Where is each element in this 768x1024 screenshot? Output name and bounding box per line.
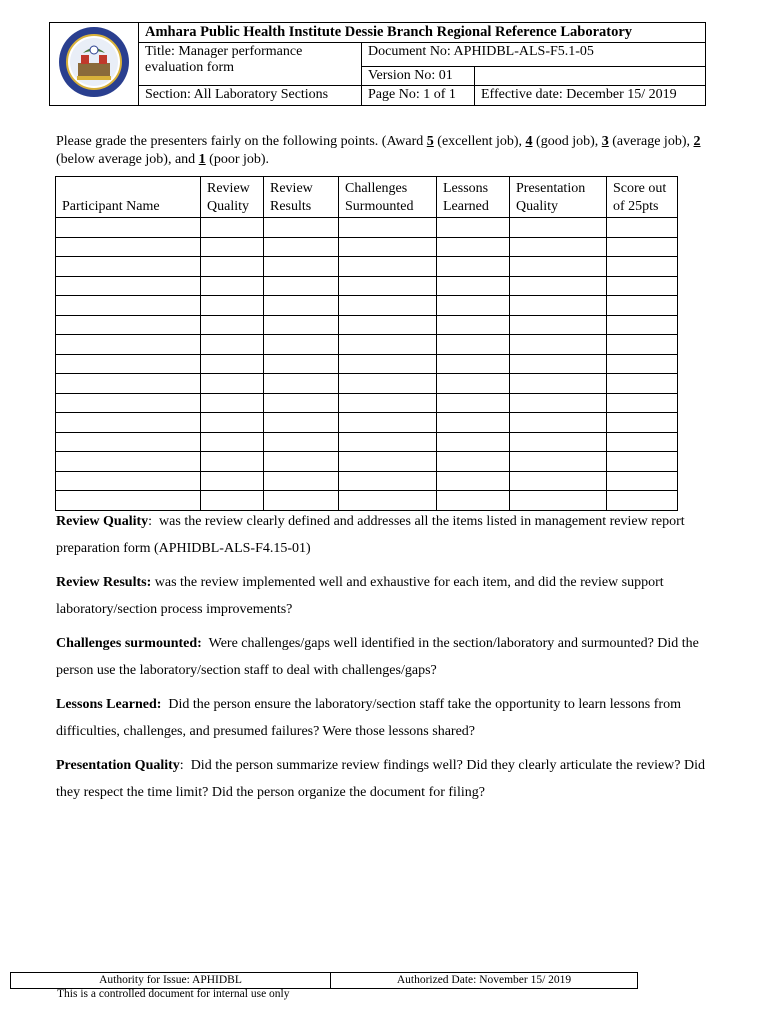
- table-cell[interactable]: [201, 237, 264, 257]
- grade-4: 4: [525, 134, 533, 149]
- table-cell[interactable]: [56, 393, 201, 413]
- table-cell[interactable]: [339, 374, 437, 394]
- table-cell[interactable]: [437, 354, 510, 374]
- table-cell[interactable]: [201, 393, 264, 413]
- table-cell[interactable]: [339, 432, 437, 452]
- table-cell[interactable]: [339, 315, 437, 335]
- column-header: Lessons Learned: [437, 177, 510, 218]
- authority-for-issue: Authority for Issue: APHIDBL: [11, 973, 331, 989]
- criteria-definitions: [56, 508, 726, 813]
- criterion-text: was the review implemented well and exhaustive for each item, and did the review support laboratory/section process improvements?: [56, 575, 664, 617]
- section-label: Section: All Laboratory Sections: [139, 86, 362, 106]
- table-cell[interactable]: [264, 393, 339, 413]
- table-cell[interactable]: [607, 218, 678, 238]
- column-header: Challenges Surmounted: [339, 177, 437, 218]
- table-cell[interactable]: [264, 432, 339, 452]
- table-cell[interactable]: [510, 374, 607, 394]
- table-cell[interactable]: [607, 257, 678, 277]
- table-cell[interactable]: [339, 393, 437, 413]
- table-cell[interactable]: [510, 218, 607, 238]
- table-cell[interactable]: [607, 296, 678, 316]
- table-cell[interactable]: [607, 471, 678, 491]
- document-number: Document No: APHIDBL-ALS-F5.1-05: [362, 42, 706, 66]
- table-cell[interactable]: [607, 413, 678, 433]
- table-cell[interactable]: [201, 374, 264, 394]
- table-cell[interactable]: [56, 354, 201, 374]
- table-cell[interactable]: [510, 237, 607, 257]
- table-cell[interactable]: [56, 257, 201, 277]
- column-header: Participant Name: [56, 177, 201, 218]
- version-value-cell: [475, 66, 706, 86]
- table-cell[interactable]: [201, 257, 264, 277]
- table-row: [56, 315, 678, 335]
- table-cell[interactable]: [437, 432, 510, 452]
- table-row: [56, 296, 678, 316]
- table-cell[interactable]: [339, 335, 437, 355]
- table-row: [56, 393, 678, 413]
- column-header: Presentation Quality: [510, 177, 607, 218]
- criterion-separator: :: [179, 758, 191, 773]
- criterion-separator: :: [148, 514, 160, 529]
- table-cell[interactable]: [56, 296, 201, 316]
- criterion-text: Did the person summarize review findings well? Did they clearly articulate the review? Did they respect the time limit? Did the person organize the document for filing?: [56, 758, 706, 800]
- table-cell[interactable]: [201, 354, 264, 374]
- version-number: Version No: 01: [362, 66, 475, 86]
- table-cell[interactable]: [607, 374, 678, 394]
- document-header: [49, 22, 706, 106]
- table-cell[interactable]: [56, 315, 201, 335]
- table-row: [56, 471, 678, 491]
- table-cell[interactable]: [201, 335, 264, 355]
- criterion-term: Challenges surmounted:: [56, 636, 202, 651]
- table-cell[interactable]: [264, 296, 339, 316]
- table-row: [56, 276, 678, 296]
- table-cell[interactable]: [201, 471, 264, 491]
- table-cell[interactable]: [510, 471, 607, 491]
- table-cell[interactable]: [510, 257, 607, 277]
- criterion-definition: [56, 630, 726, 684]
- table-row: [56, 257, 678, 277]
- table-cell[interactable]: [56, 471, 201, 491]
- table-cell[interactable]: [264, 315, 339, 335]
- table-cell[interactable]: [437, 218, 510, 238]
- table-cell[interactable]: [510, 315, 607, 335]
- criterion-term: Review Results:: [56, 575, 152, 590]
- grade-1: 1: [198, 152, 206, 167]
- table-cell[interactable]: [607, 354, 678, 374]
- criterion-definition: [56, 569, 726, 623]
- criterion-definition: [56, 691, 726, 745]
- table-row: [56, 335, 678, 355]
- authorized-date: Authorized Date: November 15/ 2019: [331, 973, 638, 989]
- table-cell[interactable]: [56, 432, 201, 452]
- table-cell[interactable]: [201, 276, 264, 296]
- table-cell[interactable]: [56, 374, 201, 394]
- table-cell[interactable]: [437, 393, 510, 413]
- table-cell[interactable]: [56, 335, 201, 355]
- table-cell[interactable]: [510, 296, 607, 316]
- table-cell[interactable]: [510, 335, 607, 355]
- table-cell[interactable]: [437, 374, 510, 394]
- criterion-term: Presentation Quality: [56, 758, 180, 773]
- table-cell[interactable]: [201, 432, 264, 452]
- table-cell[interactable]: [56, 218, 201, 238]
- effective-date: Effective date: December 15/ 2019: [475, 86, 706, 106]
- grade-3: 3: [601, 134, 609, 149]
- table-cell[interactable]: [339, 413, 437, 433]
- table-cell[interactable]: [339, 354, 437, 374]
- column-header: Review Results: [264, 177, 339, 218]
- table-cell[interactable]: [510, 276, 607, 296]
- table-cell[interactable]: [510, 432, 607, 452]
- page-number: Page No: 1 of 1: [362, 86, 475, 106]
- table-cell[interactable]: [437, 413, 510, 433]
- table-cell[interactable]: [510, 354, 607, 374]
- grade-4-desc: (good job),: [532, 134, 602, 149]
- institute-seal-logo: [58, 25, 130, 99]
- grade-5-desc: (excellent job),: [433, 134, 526, 149]
- criterion-text: Did the person ensure the laboratory/section staff take the opportunity to learn lessons from difficulties, challenges, and presumed failures? Were those lessons shared?: [56, 697, 681, 739]
- criterion-text: Were challenges/gaps well identified in the section/laboratory and surmounted? Did the person use the laboratory/section staff to deal with challenges/gaps?: [56, 636, 699, 678]
- table-cell[interactable]: [437, 296, 510, 316]
- form-title: Title: Manager performance evaluation form: [139, 42, 362, 86]
- table-cell[interactable]: [510, 393, 607, 413]
- criterion-term: Lessons Learned:: [56, 697, 162, 712]
- grade-2: 2: [693, 134, 701, 149]
- table-row: [56, 452, 678, 472]
- grade-3-desc: (average job),: [608, 134, 694, 149]
- table-cell[interactable]: [56, 413, 201, 433]
- controlled-document-note: This is a controlled document for internal use only: [57, 988, 290, 1000]
- table-cell[interactable]: [56, 452, 201, 472]
- table-cell[interactable]: [264, 257, 339, 277]
- table-row: [56, 374, 678, 394]
- table-cell[interactable]: [607, 432, 678, 452]
- table-cell[interactable]: [264, 354, 339, 374]
- table-cell[interactable]: [437, 257, 510, 277]
- table-cell[interactable]: [201, 296, 264, 316]
- table-cell[interactable]: [607, 393, 678, 413]
- table-cell[interactable]: [264, 471, 339, 491]
- table-cell[interactable]: [56, 237, 201, 257]
- table-cell[interactable]: [437, 452, 510, 472]
- grade-5: 5: [426, 134, 434, 149]
- table-cell[interactable]: [339, 237, 437, 257]
- table-cell[interactable]: [607, 315, 678, 335]
- organization-name: Amhara Public Health Institute Dessie Branch Regional Reference Laboratory: [139, 23, 706, 43]
- table-row: [56, 432, 678, 452]
- table-cell[interactable]: [607, 237, 678, 257]
- table-cell[interactable]: [437, 276, 510, 296]
- table-cell[interactable]: [437, 315, 510, 335]
- table-cell[interactable]: [339, 296, 437, 316]
- footer-table: [10, 972, 638, 989]
- table-cell[interactable]: [437, 335, 510, 355]
- table-cell[interactable]: [607, 335, 678, 355]
- grading-instructions: [56, 133, 721, 169]
- table-cell[interactable]: [339, 471, 437, 491]
- table-row: [56, 218, 678, 238]
- table-cell[interactable]: [339, 452, 437, 472]
- table-row: [56, 413, 678, 433]
- grade-2-desc: (below average job), and: [56, 152, 199, 167]
- table-cell[interactable]: [56, 276, 201, 296]
- table-cell[interactable]: [264, 413, 339, 433]
- table-cell[interactable]: [264, 374, 339, 394]
- table-cell[interactable]: [339, 218, 437, 238]
- criterion-text: was the review clearly defined and addresses all the items listed in management review report preparation form (APHIDBL-ALS-F4.15-01): [56, 514, 685, 556]
- table-cell[interactable]: [510, 413, 607, 433]
- table-cell[interactable]: [339, 257, 437, 277]
- table-cell[interactable]: [437, 237, 510, 257]
- grade-1-desc: (poor job).: [205, 152, 270, 167]
- criterion-term: Review Quality: [56, 514, 149, 529]
- table-cell[interactable]: [264, 452, 339, 472]
- column-header: Score out of 25pts: [607, 177, 678, 218]
- table-cell[interactable]: [264, 237, 339, 257]
- table-cell[interactable]: [201, 315, 264, 335]
- criterion-separator: [202, 636, 209, 651]
- table-row: [56, 237, 678, 257]
- table-cell[interactable]: [339, 276, 437, 296]
- table-cell[interactable]: [510, 452, 607, 472]
- table-cell[interactable]: [264, 218, 339, 238]
- intro-text: Please grade the presenters fairly on the following points. (Award: [56, 134, 427, 149]
- table-cell[interactable]: [607, 452, 678, 472]
- table-cell[interactable]: [437, 471, 510, 491]
- table-cell[interactable]: [264, 276, 339, 296]
- column-header: Review Quality: [201, 177, 264, 218]
- evaluation-table: [55, 176, 678, 511]
- table-cell[interactable]: [201, 218, 264, 238]
- institute-logo-cell: [50, 23, 139, 106]
- table-cell[interactable]: [201, 452, 264, 472]
- table-cell[interactable]: [607, 276, 678, 296]
- criterion-definition: [56, 508, 726, 562]
- table-cell[interactable]: [201, 413, 264, 433]
- table-cell[interactable]: [264, 335, 339, 355]
- criterion-definition: [56, 752, 726, 806]
- table-row: [56, 354, 678, 374]
